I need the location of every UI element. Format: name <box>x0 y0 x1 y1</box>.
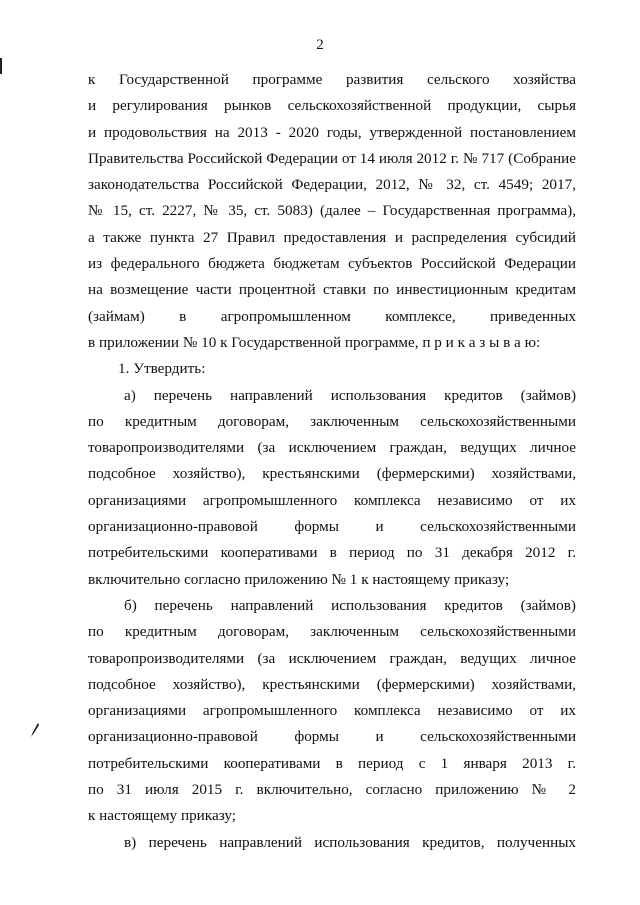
text-line: законодательства Российской Федерации, 2012, № 32, ст. 4549; 2017, <box>88 176 576 194</box>
text-line: в приложении № 10 к Государственной программе, п р и к а з ы в а ю: <box>88 333 541 351</box>
text-line: организационно-правовой формы и сельскохозяйственными <box>88 728 576 746</box>
text-line: к Государственной программе развития сельского хозяйства <box>88 71 576 88</box>
text-line: на возмещение части процентной ставки по инвестиционным кредитам <box>88 281 576 299</box>
pen-mark <box>30 722 40 738</box>
text-line: по кредитным договорам, заключенным сельскохозяйственными <box>88 623 576 641</box>
text-line: подсобное хозяйство), крестьянскими (фермерскими) хозяйствами, <box>88 675 576 693</box>
text-line: товаропроизводителями (за исключением граждан, ведущих личное <box>88 439 576 457</box>
text-line: организациями агропромышленного комплекса независимо от их <box>88 491 576 509</box>
text-line: по кредитным договорам, заключенным сельскохозяйственными <box>88 412 576 430</box>
page-number: 2 <box>316 37 324 53</box>
text-line: 1. Утвердить: <box>118 360 206 378</box>
text-line: потребительскими кооперативами в период по 31 декабря 2012 г. <box>88 544 576 562</box>
text-line: организациями агропромышленного комплекса независимо от их <box>88 702 576 720</box>
text-line: включительно согласно приложению № 1 к настоящему приказу; <box>88 570 510 588</box>
text-line: к настоящему приказу; <box>88 807 236 825</box>
text-line: из федерального бюджета бюджетам субъектов Российской Федерации <box>88 255 576 273</box>
document-body <box>88 67 576 856</box>
text-line: а также пункта 27 Правил предоставления и распределения субсидий <box>88 228 576 246</box>
text-line: (займам) в агропромышленном комплексе, приведенных <box>88 307 576 325</box>
left-margin-mark <box>0 58 2 74</box>
text-line: подсобное хозяйство), крестьянскими (фермерскими) хозяйствами, <box>88 465 576 483</box>
text-line: организационно-правовой формы и сельскохозяйственными <box>88 518 576 536</box>
text-line: по 31 июля 2015 г. включительно, согласно приложению № 2 <box>88 781 576 799</box>
text-line: товаропроизводителями (за исключением граждан, ведущих личное <box>88 649 576 667</box>
text-line: и регулирования рынков сельскохозяйственной продукции, сырья <box>88 97 576 115</box>
text-line: б) перечень направлений использования кредитов (займов) <box>124 596 576 614</box>
text-line: а) перечень направлений использования кредитов (займов) <box>124 386 576 404</box>
text-line: № 15, ст. 2227, № 35, ст. 5083) (далее – Государственная программа), <box>88 202 576 220</box>
text-line: и продовольствия на 2013 - 2020 годы, утвержденной постановлением <box>88 123 576 141</box>
text-line: потребительскими кооперативами в период с 1 января 2013 г. <box>88 754 576 772</box>
text-line: Правительства Российской Федерации от 14 июля 2012 г. № 717 (Собрание <box>88 149 576 167</box>
text-line: в) перечень направлений использования кредитов, полученных <box>124 833 576 851</box>
